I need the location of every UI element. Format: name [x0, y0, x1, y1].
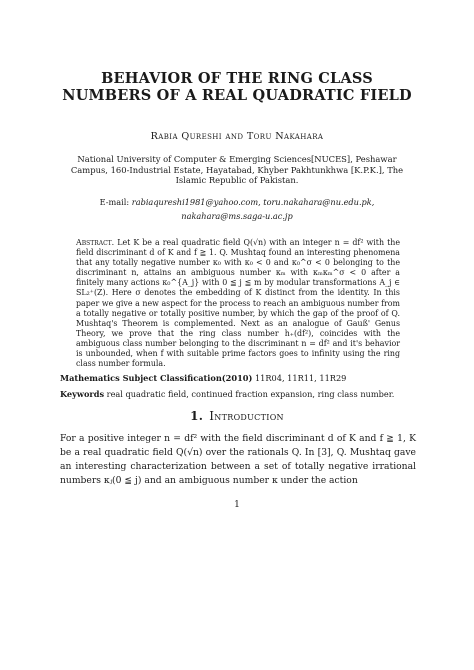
paper-title: BEHAVIOR OF THE RING CLASS NUMBERS OF A REAL QUADRATIC FIELD: [62, 70, 412, 104]
author-affiliation: National University of Computer & Emerging Sciences[NUCES], Peshawar Campus, 160-Industrial Estate, Hayatabad, Khyber Pakhtunkhwa [K.P.K.], The Islamic Republic of Pakistan.: [70, 154, 404, 186]
introduction-body: [60, 432, 416, 488]
page-number: 1: [234, 500, 240, 510]
msc-value: 11R04, 11R11, 11R29: [254, 373, 347, 383]
section-title: Introduction: [209, 409, 284, 423]
abstract-label: Abstract.: [76, 238, 115, 247]
intro-paragraph: For a positive integer n = df² with the field discriminant d of K and f ≧ 1, K be a real quadratic field Q(√n) over the rationals Q. In [3], Q. Mushtaq gave an interesting characterization between a set of totally negative irrational numbers κⱼ(0 ≦ j) and an ambiguous number κ under the action: [60, 433, 416, 486]
abstract: [76, 238, 400, 369]
paper-authors: Rabia Qureshi and Toru Nakahara: [150, 131, 324, 142]
email-addresses-line1: rabiaqureshi1981@yahoo.com, toru.nakahara@nu.edu.pk,: [131, 197, 375, 207]
abstract-text: Let K be a real quadratic field Q(√n) with an integer n = df² with the field discriminant d of K and f ≧ 1. Q. Mushtaq found an interesting phenomena that any totally negative number κ₀ with κ₀ < 0 and κ₀^σ < 0 belonging to the discriminant n, attains an ambiguous number κₘ with κₘκₘ^σ < 0 after a finitely many actions κ₀^{A_j} with 0 ≦ j ≦ m by modular transformations A_j ∈ SL₂⁺(Z). Here σ denotes the embedding of K distinct from the identity. In this paper we give a new aspect for the process to reach an ambiguous number from a totally negative or totally positive number, by which the gap of the proof of Q. Mushtaq's Theorem is complemented. Next as an analogue of Gauß' Genus Theory, we prove that the ring class number h₊(df²), coincides with the ambiguous class number belonging to the discriminant n = df² and it's behavior is unbounded, when f with suitable prime factors goes to infinity using the ring class number formula.: [76, 238, 400, 369]
keywords-value: real quadratic field, continued fraction expansion, ring class number.: [106, 389, 395, 399]
author-email-block: [66, 196, 408, 223]
msc-label: Mathematics Subject Classification(2010): [60, 373, 253, 383]
section-heading: [60, 409, 414, 423]
section-number: 1.: [190, 409, 204, 423]
email-label: E-mail:: [99, 197, 130, 207]
msc-classification: [60, 373, 420, 383]
keywords: [60, 389, 420, 399]
keywords-label: Keywords: [60, 389, 105, 399]
email-addresses-line2: nakahara@ms.saga-u.ac.jp: [181, 210, 293, 221]
